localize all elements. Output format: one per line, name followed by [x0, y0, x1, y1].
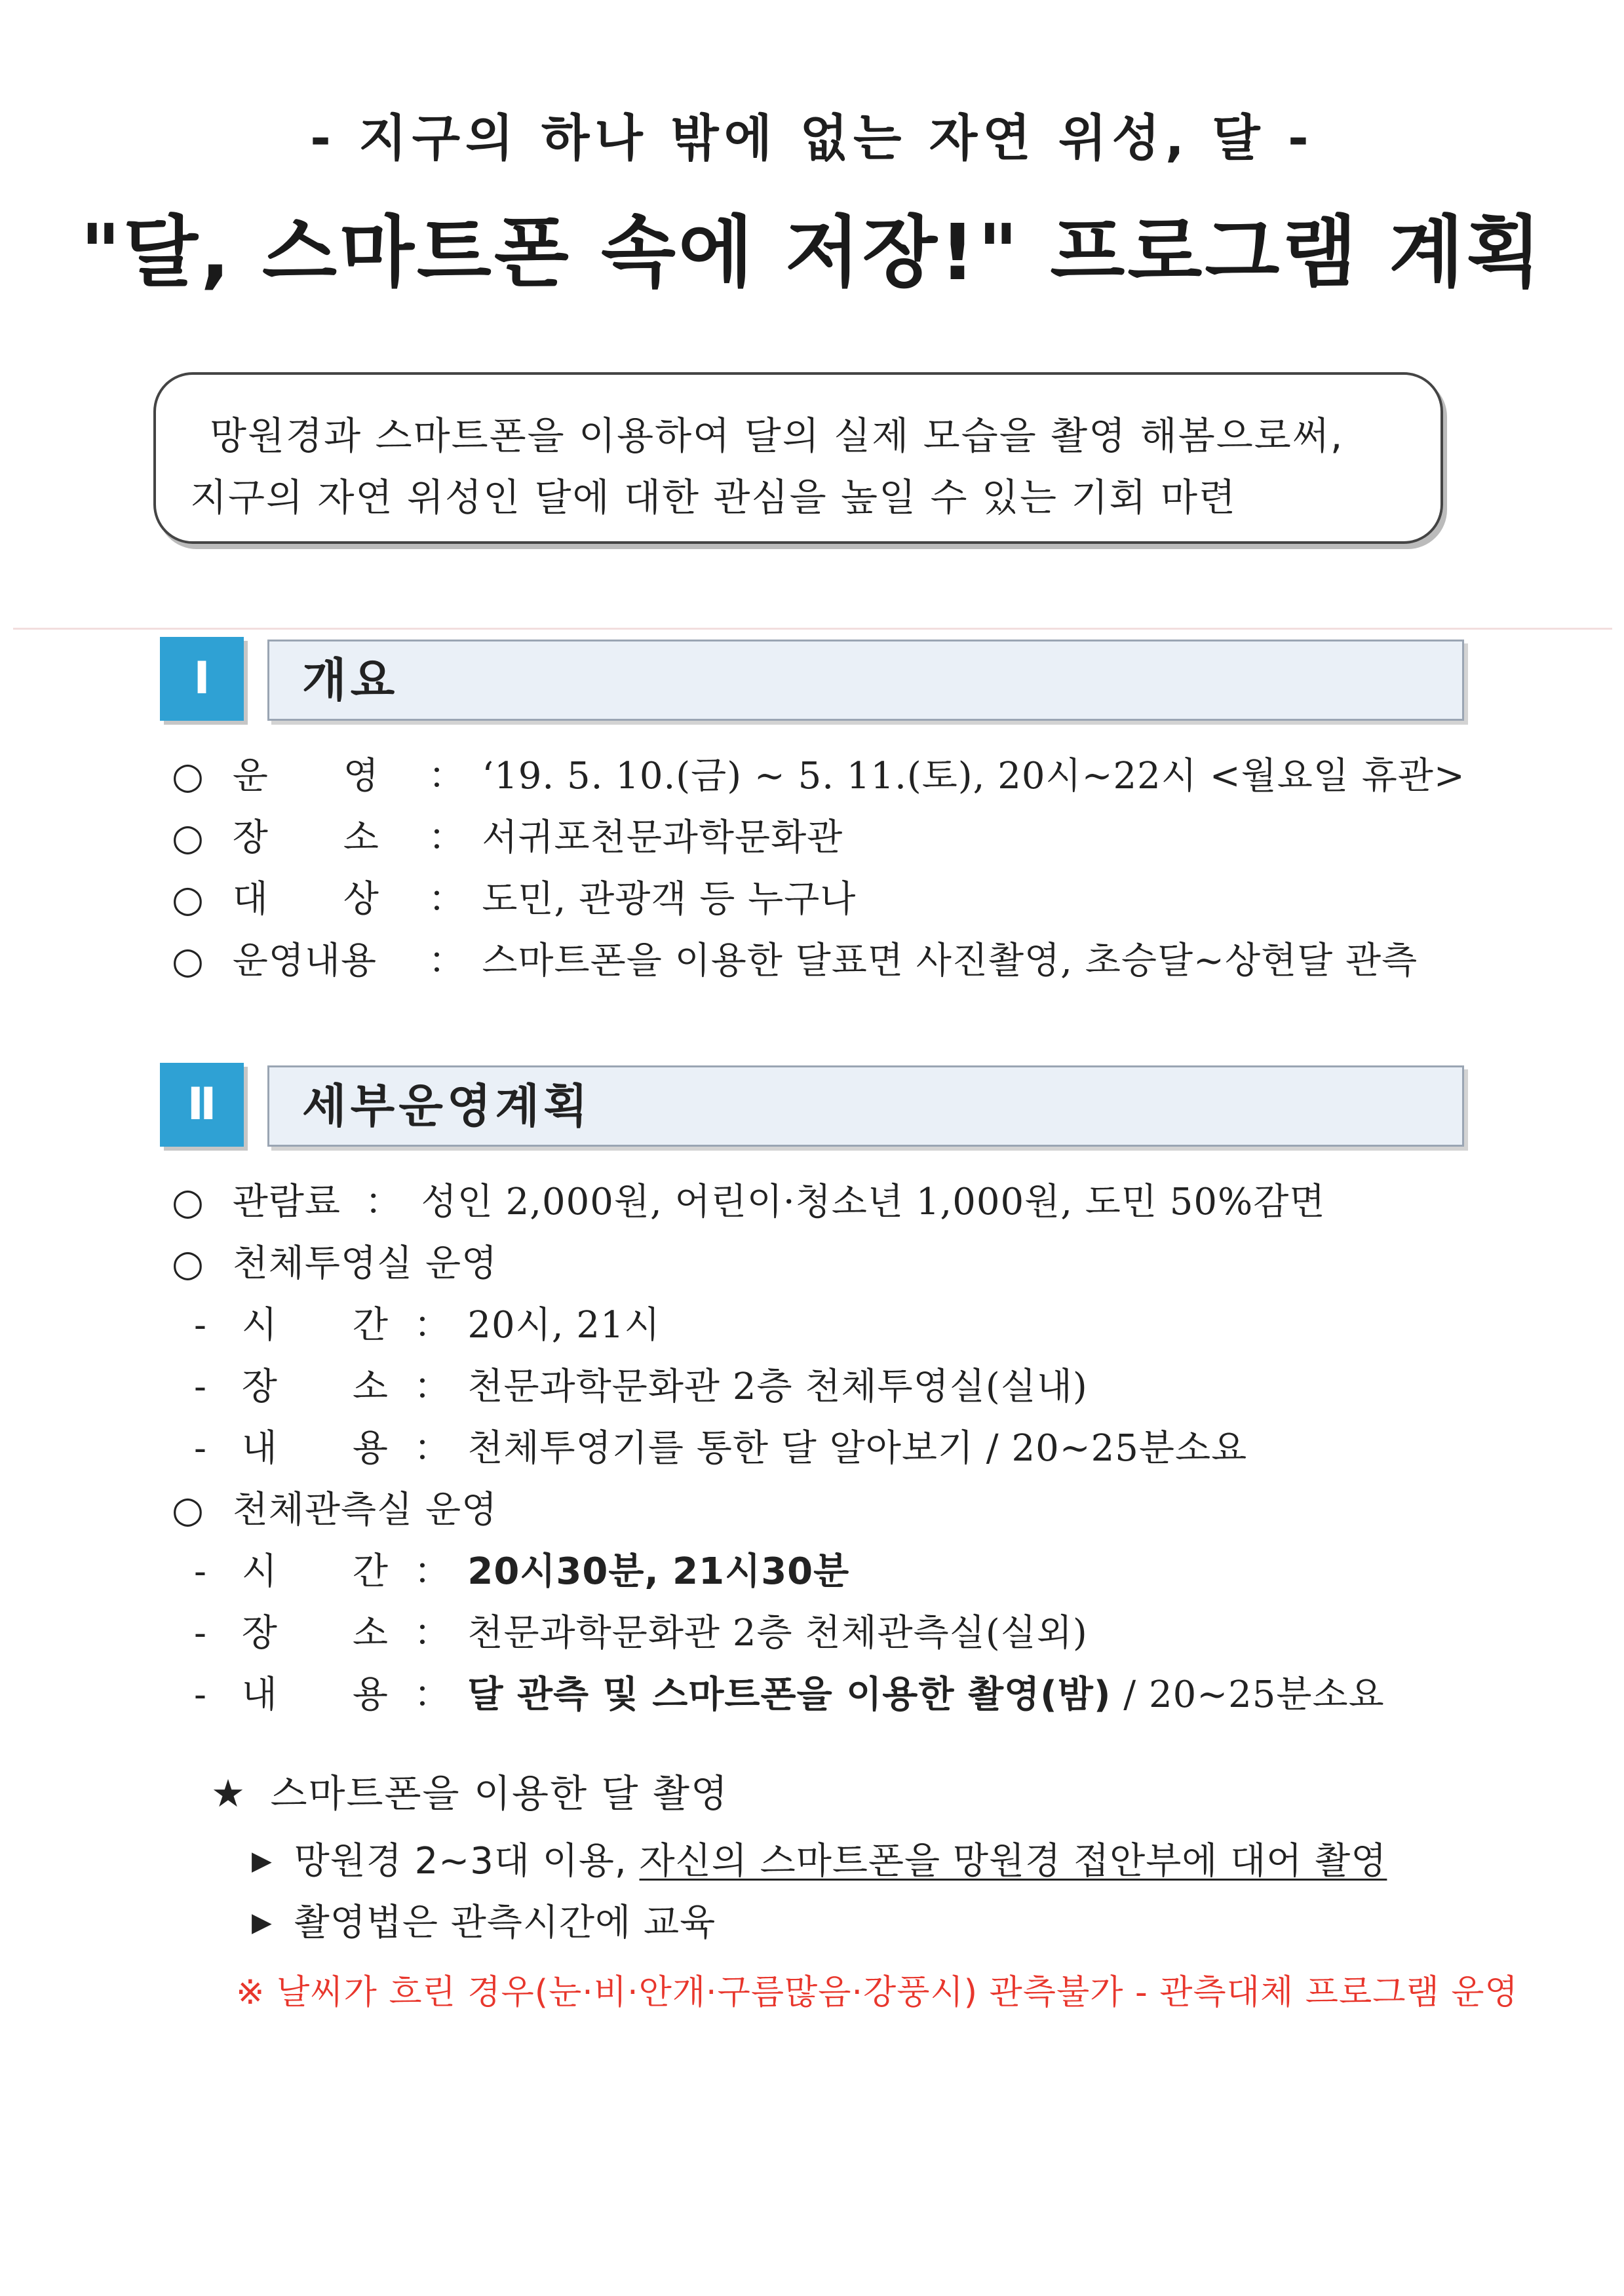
- photo-heading: [211, 1763, 729, 1818]
- colon: ：: [414, 1612, 452, 1655]
- section-1-title: 개요: [302, 653, 399, 707]
- photo-item-1: [252, 1832, 1387, 1885]
- overview-value: 스마트폰을 이용한 달표면 사진촬영, 초승달~상현달 관측: [482, 940, 1418, 982]
- circle-bullet-icon: ○: [172, 816, 204, 859]
- circle-bullet-icon: ○: [172, 940, 204, 982]
- colon: ：: [414, 1674, 452, 1716]
- colon: ：: [428, 940, 466, 982]
- dash: -: [194, 1674, 207, 1716]
- detail-value: 천문과학문화관 2층 천체투영실(실내): [467, 1366, 1088, 1408]
- section-2-title-box: [267, 1065, 1464, 1147]
- overview-row-schedule: [172, 747, 1465, 799]
- colon: ：: [428, 878, 466, 921]
- overview-label: 운 영: [232, 755, 379, 797]
- detail-value: 20시30분, 21시30분: [467, 1550, 850, 1593]
- overview-label: 장 소: [232, 816, 379, 859]
- detail-label: 시 간: [241, 1304, 389, 1347]
- weather-note: ※ 날씨가 흐린 경우(눈·비·안개·구름많음·강풍시) 관측불가 - 관측대체 프로그램 운영: [236, 1973, 1518, 2012]
- overview-row-content: [172, 932, 1418, 984]
- dash: -: [194, 1304, 207, 1347]
- overview-value: 도민, 관광객 등 누구나: [482, 878, 857, 921]
- detail-value: 천체투영기를 통한 달 알아보기 / 20~25분소요: [467, 1427, 1248, 1470]
- colon: ：: [414, 1550, 452, 1593]
- overview-label: 대 상: [232, 878, 379, 921]
- purpose-line-2: 지구의 자연 위성인 달에 대한 관심을 높일 수 있는 기회 마련: [190, 475, 1237, 520]
- section-2-number: Ⅱ: [160, 1063, 244, 1147]
- document-subtitle: - 지구의 하나 밖에 없는 자연 위성, 달 -: [310, 109, 1314, 167]
- overview-value: ‘19. 5. 10.(금) ~ 5. 11.(토), 20시~22시 <월요일 휴관>: [482, 755, 1465, 797]
- detail-label: 내 용: [241, 1674, 389, 1716]
- observatory-heading-text: 천체관측실 운영: [232, 1489, 498, 1531]
- divider: [13, 628, 1612, 630]
- photo-item-2: [252, 1894, 716, 1946]
- photo-item-underlined: 자신의 스마트폰을 망원경 접안부에 대어 촬영: [639, 1840, 1387, 1883]
- dash: -: [194, 1550, 207, 1593]
- photo-item-text: 촬영법은 관측시간에 교육: [294, 1902, 716, 1944]
- fee-value: 성인 2,000원, 어린이·청소년 1,000원, 도민 50%감면: [421, 1181, 1326, 1223]
- dash: -: [194, 1612, 207, 1655]
- photo-heading-text: 스마트폰을 이용한 달 촬영: [270, 1771, 729, 1816]
- planetarium-row-content: [194, 1419, 1247, 1472]
- observatory-row-time: [194, 1542, 849, 1595]
- observatory-row-content: [194, 1666, 1385, 1718]
- circle-bullet-icon: ○: [172, 1242, 204, 1285]
- colon: ：: [414, 1304, 452, 1347]
- planetarium-row-place: [194, 1358, 1088, 1410]
- colon: ：: [428, 816, 466, 859]
- detail-label: 내 용: [241, 1427, 389, 1470]
- circle-bullet-icon: ○: [172, 1489, 204, 1531]
- detail-value: 천문과학문화관 2층 천체관측실(실외): [467, 1612, 1088, 1655]
- detail-value-rest: / 20~25분소요: [1123, 1674, 1385, 1716]
- section-2-title: 세부운영계획: [302, 1079, 592, 1133]
- detail-value-bold: 달 관측 및 스마트폰을 이용한 촬영(밤): [467, 1674, 1112, 1716]
- detail-label: 장 소: [241, 1612, 389, 1655]
- fee-row: [172, 1173, 1325, 1225]
- planetarium-heading: [172, 1234, 497, 1287]
- fee-label: 관람료: [232, 1181, 341, 1223]
- triangle-bullet-icon: ▶: [252, 1846, 273, 1876]
- detail-value: 20시, 21시: [467, 1304, 661, 1347]
- planetarium-row-time: [194, 1296, 661, 1349]
- circle-bullet-icon: ○: [172, 878, 204, 921]
- overview-row-place: [172, 809, 843, 861]
- photo-item-text: 망원경 2~3대 이용,: [294, 1840, 640, 1883]
- circle-bullet-icon: ○: [172, 755, 204, 797]
- overview-row-target: [172, 870, 856, 923]
- circle-bullet-icon: ○: [172, 1181, 204, 1223]
- observatory-row-place: [194, 1604, 1088, 1656]
- colon: ：: [428, 755, 466, 797]
- triangle-bullet-icon: ▶: [252, 1907, 273, 1938]
- section-1-number: Ⅰ: [160, 637, 244, 721]
- section-1-title-box: [267, 640, 1464, 721]
- dash: -: [194, 1366, 207, 1408]
- colon: ：: [414, 1427, 452, 1470]
- dash: -: [194, 1427, 207, 1470]
- purpose-line-1: 망원경과 스마트폰을 이용하여 달의 실제 모습을 촬영 해봄으로써,: [210, 413, 1344, 458]
- document-title: "달, 스마트폰 속에 저장!" 프로그램 계획: [80, 207, 1544, 297]
- detail-label: 시 간: [241, 1550, 389, 1593]
- detail-label: 장 소: [241, 1366, 389, 1408]
- star-icon: ★: [211, 1771, 246, 1816]
- planetarium-heading-text: 천체투영실 운영: [232, 1242, 498, 1285]
- colon: ：: [364, 1181, 402, 1223]
- overview-value: 서귀포천문과학문화관: [482, 816, 843, 859]
- colon: ：: [414, 1366, 452, 1408]
- observatory-heading: [172, 1481, 497, 1533]
- overview-label: 운영내용: [232, 940, 377, 982]
